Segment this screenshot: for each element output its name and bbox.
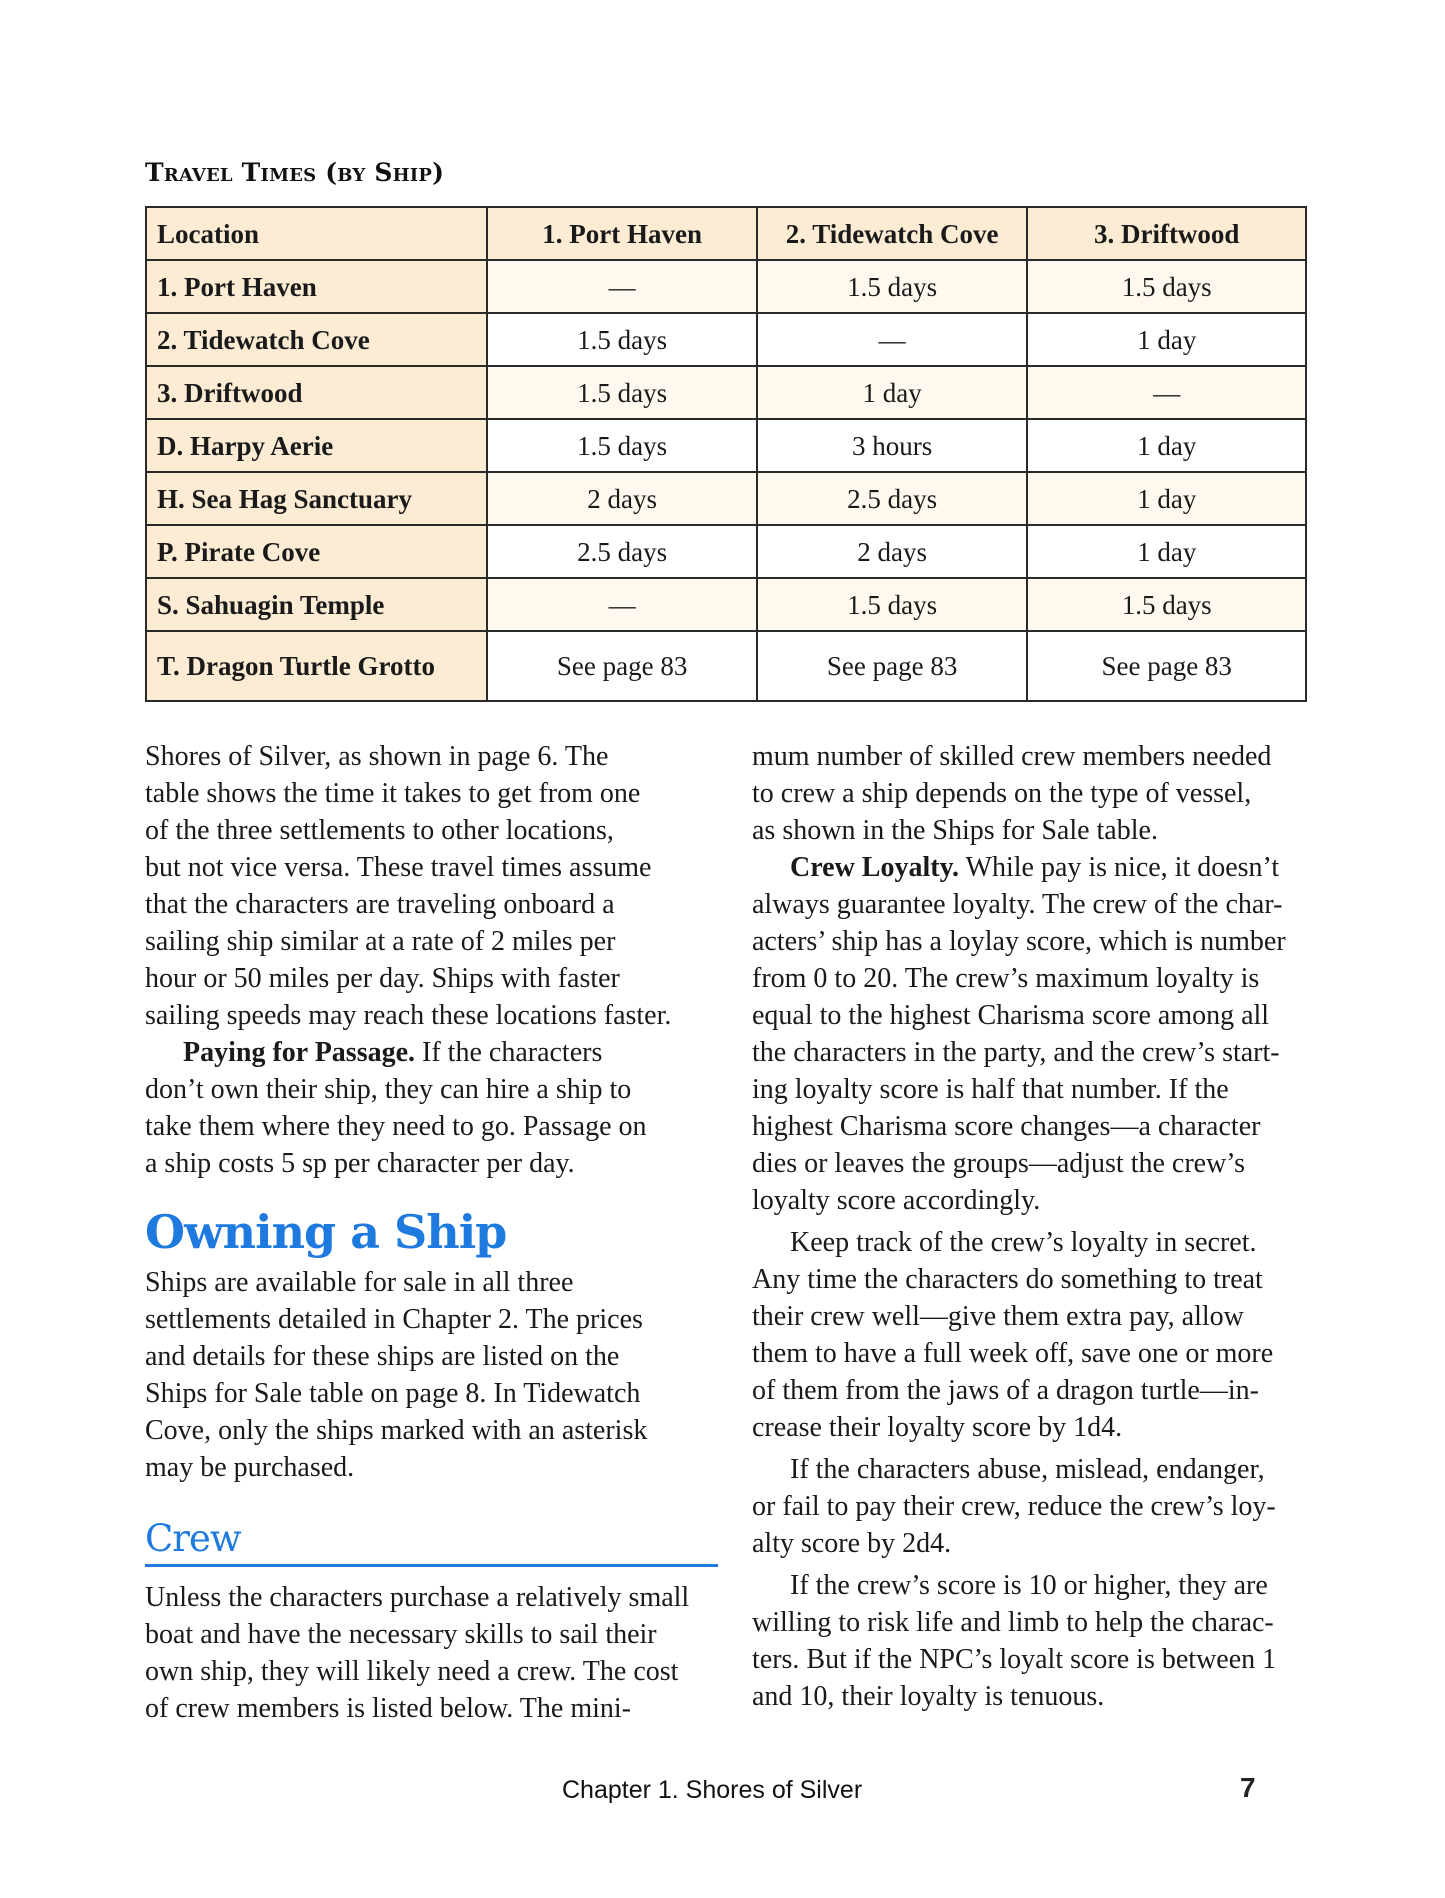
footer-chapter-title: Chapter 1. Shores of Silver xyxy=(562,1776,863,1804)
text-line: of crew members is listed below. The mini- xyxy=(145,1693,631,1724)
row-location: P. Pirate Cove xyxy=(146,525,487,578)
column-header: 2. Tidewatch Cove xyxy=(757,207,1028,260)
score-paragraph xyxy=(752,1567,1332,1715)
table-cell: 2.5 days xyxy=(487,525,756,578)
text-line: highest Charisma score changes—a character xyxy=(752,1111,1261,1142)
text-line: loyalty score accordingly. xyxy=(752,1185,1041,1216)
row-location: D. Harpy Aerie xyxy=(146,419,487,472)
loyalty-paragraph xyxy=(752,849,1332,1219)
text-line: If the crew’s score is 10 or higher, they are xyxy=(790,1570,1268,1601)
text-line: Unless the characters purchase a relatively small xyxy=(145,1582,690,1613)
table-cell: 1.5 days xyxy=(1027,260,1306,313)
row-location: 3. Driftwood xyxy=(146,366,487,419)
text-line: of the three settlements to other locations, xyxy=(145,815,614,846)
passage-paragraph xyxy=(145,1034,725,1182)
table-cell: 1.5 days xyxy=(757,578,1028,631)
text-line: dies or leaves the groups—adjust the crew’s xyxy=(752,1148,1245,1179)
intro-paragraph xyxy=(145,738,725,1034)
table-cell: 2 days xyxy=(487,472,756,525)
text-line: Cove, only the ships marked with an asterisk xyxy=(145,1415,648,1446)
table-cell: 1 day xyxy=(1027,419,1306,472)
text-line: and 10, their loyalty is tenuous. xyxy=(752,1681,1105,1712)
text-line: Ships are available for sale in all three xyxy=(145,1267,574,1298)
table-cell: 2.5 days xyxy=(757,472,1028,525)
text-run: While pay is nice, it doesn’t xyxy=(959,852,1280,883)
text-line xyxy=(752,849,1332,886)
travel-times-table xyxy=(145,206,1307,702)
left-column xyxy=(145,738,725,1727)
paragraph-lead: Crew Loyalty. xyxy=(790,852,960,883)
text-line: sailing speeds may reach these locations faster. xyxy=(145,1000,672,1031)
text-line: from 0 to 20. The crew’s maximum loyalty is xyxy=(752,963,1260,994)
text-line: of them from the jaws of a dragon turtle—in- xyxy=(752,1375,1259,1406)
table-cell: 1 day xyxy=(1027,472,1306,525)
text-line: ing loyalty score is half that number. If the xyxy=(752,1074,1229,1105)
table-cell: 1 day xyxy=(1027,313,1306,366)
text-line: ters. But if the NPC’s loyalt score is between 1 xyxy=(752,1644,1277,1675)
section-heading-owning-a-ship: Owning a Ship xyxy=(145,1205,507,1259)
text-line: acters’ ship has a loylay score, which is number xyxy=(752,926,1286,957)
text-line: Any time the characters do something to treat xyxy=(752,1264,1263,1295)
column-header: 3. Driftwood xyxy=(1027,207,1306,260)
table-cell: 1.5 days xyxy=(487,366,756,419)
column-header: 1. Port Haven xyxy=(487,207,756,260)
table-cell: 1.5 days xyxy=(757,260,1028,313)
table-cell: 1.5 days xyxy=(487,313,756,366)
owning-paragraph xyxy=(145,1264,725,1486)
table-row xyxy=(146,472,1306,525)
table-row xyxy=(146,419,1306,472)
table-cell: 2 days xyxy=(757,525,1028,578)
text-line: to crew a ship depends on the type of vessel, xyxy=(752,778,1252,809)
text-line: Shores of Silver, as shown in page 6. The xyxy=(145,741,609,772)
table-row xyxy=(146,578,1306,631)
row-location: 1. Port Haven xyxy=(146,260,487,313)
table-row xyxy=(146,525,1306,578)
text-line: boat and have the necessary skills to sail their xyxy=(145,1619,657,1650)
row-location: 2. Tidewatch Cove xyxy=(146,313,487,366)
text-line: table shows the time it takes to get from one xyxy=(145,778,641,809)
table-cell: See page 83 xyxy=(1027,631,1306,701)
table-title: Travel Times (by Ship) xyxy=(145,158,445,187)
text-line: mum number of skilled crew members needed xyxy=(752,741,1272,772)
text-line: them to have a full week off, save one or more xyxy=(752,1338,1274,1369)
text-line xyxy=(145,1034,725,1071)
table-header-row xyxy=(146,207,1306,260)
text-line: but not vice versa. These travel times assume xyxy=(145,852,652,883)
table-cell: — xyxy=(487,578,756,631)
text-line: don’t own their ship, they can hire a ship to xyxy=(145,1074,632,1105)
table-cell: 1.5 days xyxy=(1027,578,1306,631)
text-line: equal to the highest Charisma score among all xyxy=(752,1000,1270,1031)
text-line: take them where they need to go. Passage on xyxy=(145,1111,647,1142)
text-line: own ship, they will likely need a crew. The cost xyxy=(145,1656,679,1687)
table-cell: See page 83 xyxy=(757,631,1028,701)
table-row xyxy=(146,260,1306,313)
crew-paragraph xyxy=(145,1579,725,1727)
text-line: Ships for Sale table on page 8. In Tidewatch xyxy=(145,1378,641,1409)
crew-continued-paragraph xyxy=(752,738,1332,849)
table-cell: 3 hours xyxy=(757,419,1028,472)
secret-paragraph xyxy=(752,1224,1332,1446)
text-line: If the characters abuse, mislead, endanger, xyxy=(790,1454,1265,1485)
text-line: their crew well—give them extra pay, allow xyxy=(752,1301,1244,1332)
table-row xyxy=(146,631,1306,701)
right-column xyxy=(752,738,1332,1715)
text-line: always guarantee loyalty. The crew of the char- xyxy=(752,889,1283,920)
table-cell: 1 day xyxy=(757,366,1028,419)
table-cell: — xyxy=(757,313,1028,366)
row-location: H. Sea Hag Sanctuary xyxy=(146,472,487,525)
table-row xyxy=(146,313,1306,366)
text-line: willing to risk life and limb to help the charac- xyxy=(752,1607,1274,1638)
column-header: Location xyxy=(146,207,487,260)
text-line: may be purchased. xyxy=(145,1452,355,1483)
text-line: sailing ship similar at a rate of 2 miles per xyxy=(145,926,616,957)
row-location: T. Dragon Turtle Grotto xyxy=(146,631,487,701)
paragraph-lead: Paying for Passage. xyxy=(183,1037,416,1068)
text-line: hour or 50 miles per day. Ships with faster xyxy=(145,963,620,994)
table-cell: 1 day xyxy=(1027,525,1306,578)
abuse-paragraph xyxy=(752,1451,1332,1562)
table-cell: 1.5 days xyxy=(487,419,756,472)
table-cell: — xyxy=(487,260,756,313)
row-location: S. Sahuagin Temple xyxy=(146,578,487,631)
text-line: Keep track of the crew’s loyalty in secret. xyxy=(790,1227,1257,1258)
text-line: alty score by 2d4. xyxy=(752,1528,952,1559)
text-line: that the characters are traveling onboard a xyxy=(145,889,615,920)
text-line: settlements detailed in Chapter 2. The prices xyxy=(145,1304,643,1335)
text-line: or fail to pay their crew, reduce the crew’s loy- xyxy=(752,1491,1276,1522)
text-line: a ship costs 5 sp per character per day. xyxy=(145,1148,575,1179)
text-line: the characters in the party, and the crew’s start- xyxy=(752,1037,1280,1068)
table-cell: — xyxy=(1027,366,1306,419)
subsection-heading-crew: Crew xyxy=(145,1516,718,1567)
page-number: 7 xyxy=(1240,1772,1256,1803)
text-line: as shown in the Ships for Sale table. xyxy=(752,815,1158,846)
text-line: crease their loyalty score by 1d4. xyxy=(752,1412,1123,1443)
text-run: If the characters xyxy=(415,1037,603,1068)
table-cell: See page 83 xyxy=(487,631,756,701)
text-line: and details for these ships are listed on the xyxy=(145,1341,620,1372)
table-row xyxy=(146,366,1306,419)
